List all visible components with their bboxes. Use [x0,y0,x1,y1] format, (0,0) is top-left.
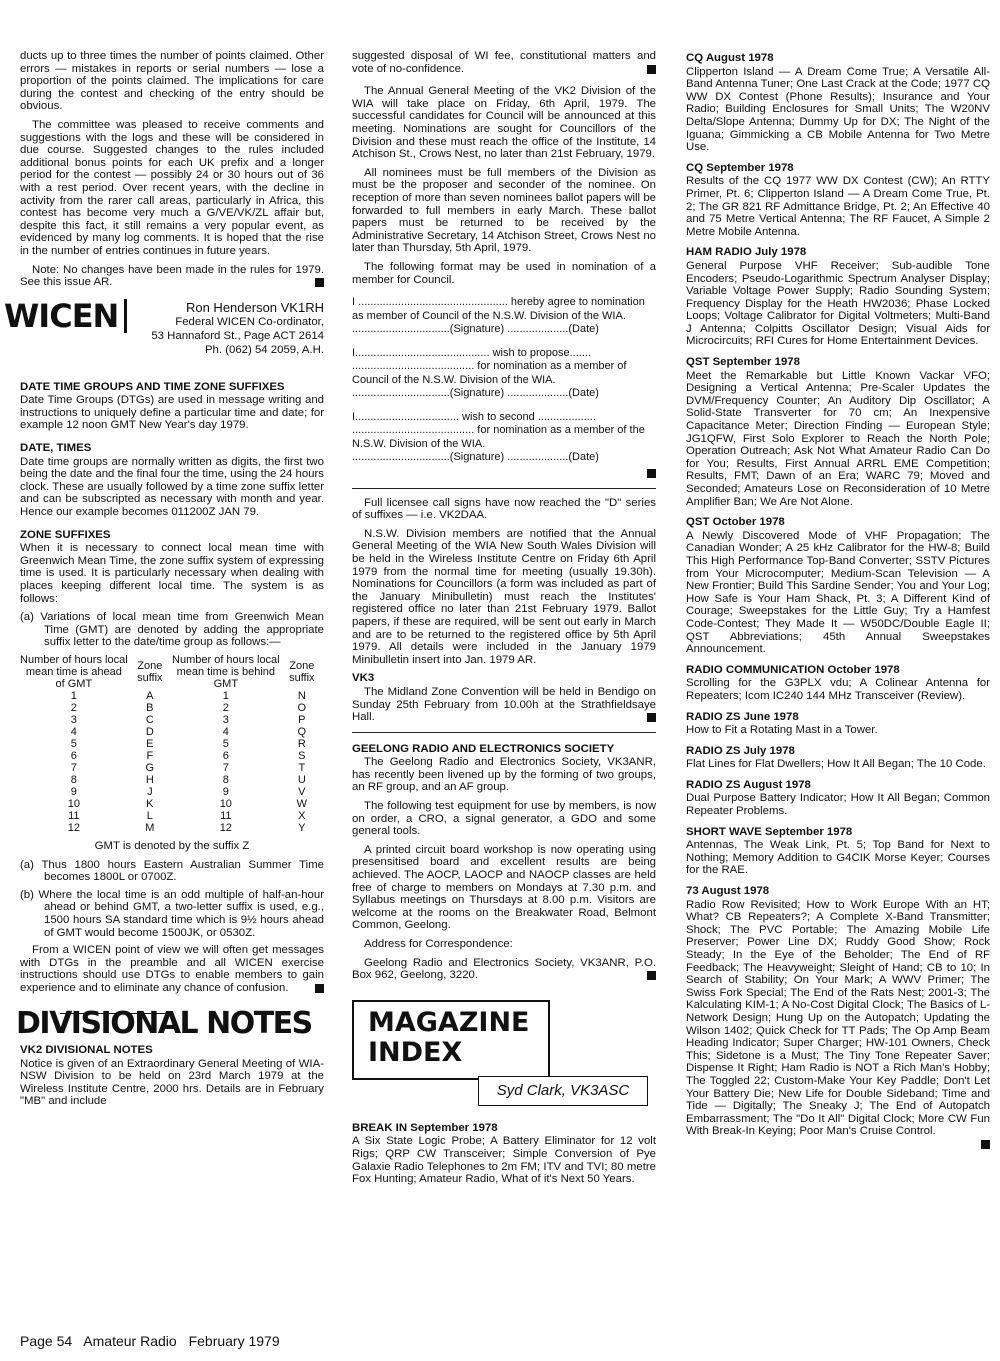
list-item-b: (b) Where the local time is an odd multiple of half-an-hour ahead or behind GMT, a two-letter suffix is used, e.g., 1500 hours SA standard time which is 9½ hours ahead of GMT would become 1500JK, or 0530Z. [20,888,324,939]
c2-paragraph-9: The following test equipment for use by members, is now on order, a CRO, a signal generator, a GDO and some general tools. [352,800,656,838]
heading-vk2: VK2 DIVISIONAL NOTES [20,1044,153,1057]
magazine-index-header [352,1000,656,1110]
table-cell: 12 [67,821,80,834]
table-cell: 7 [70,761,77,774]
table-cell: O [297,701,307,714]
paragraph-zone-suffixes: When it is necessary to connect local mean time with Greenwich Mean Time, the zone suffix system of expressing time is used. It is particularly necessary when dealing with places keeping different local time. The system is as follows: [20,542,324,605]
index-entry-contents: Radio Row Revisited; How to Work Europe With an HT; What? CB Repeaters?; A Complete X-Band Transmitter; Shock; The PVC Portable; The Amazing Mobile Life Preserver; Power Line DX; Ruddy Good Show; Rock Steady; In the Eye of the Beholder; The End of RF Feedback; The Heavyweight; Sleight of Hand; CB to 10; In Search of Stability; On Your Mark; A WWV Primer; The Swiss Fork Special; The End of the Rats Nest; 2001-3; The Kalculating KIM-1; A No-Cost Digital Clock; The Basics of L-Network Design; Hung Up on the Autopatch; Updating the Wilson 1402; Quick Check for TT Pads; The Op Amp Beam Heading Indicator; Super Charger; HW-101 Owners, Check This; Sidetone is a Must; The Tiny Tone Repeater Saver; Dispense It Right; Ham Radio is NOT a Rich Man's Hobby; The Toggled 22; Custom-Make Your Key Paddle; Don't Let Your Battery Die; New Life for Double Sideband; Time and Tide — Digitally; The Sneaky J; The End of Autopatch Embarrassment; The "Do It All" Digital Clock; More CW Fun With Break-In Keying; Poor Man's Cruise Control. [686,898,990,1138]
index-entry-heading: RADIO COMMUNICATION October 1978 [686,663,900,676]
table-row [20,774,324,786]
table-cell: A [146,689,154,702]
table-row [20,762,324,774]
list-item-a2: (a) Thus 1800 hours Eastern Australian Summer Time becomes 1800L or 0700Z. [20,858,324,884]
end-mark-icon [647,971,656,980]
table-cell: G [145,761,155,774]
table-cell: 6 [222,749,229,762]
table-cell: E [146,737,154,750]
divider [352,732,656,733]
table-cell: 3 [70,713,77,726]
c2-paragraph-2: The Annual General Meeting of the VK2 Division of the WIA will take place on Friday, 6th April, 1979. The successful candidates for Council will be announced at this meeting. Nominations are sought for Councillors of the Division and these must reach the office of the Institute, 14 Atchison St., Crows Nest, no later than 21st February, 1979. [352,85,656,161]
paragraph-dtg: Date Time Groups (DTGs) are used in message writing and instructions to uniquely define a particular time and date; for example 12 noon GMT New Year's day 1979. [20,394,324,432]
end-mark-icon [647,469,656,478]
table-cell: F [146,749,154,762]
table-row [20,786,324,798]
column-middle [352,50,656,1186]
table-cell: 10 [219,797,232,810]
table-cell: 2 [70,701,77,714]
table-cell: 12 [219,821,232,834]
index-entry-heading: HAM RADIO July 1978 [686,246,807,259]
c2-paragraph-11: Address for Correspondence: [364,938,513,950]
paragraph-vk2: Notice is given of an Extraordinary General Meeting of WIA-NSW Division to be held on 23rd March 1979 at the Wireless Institute Centre, 2000 hrs. Details are in February "MB" and include [20,1057,324,1108]
index-entry-contents: Antennas, The Weak Link, Pt. 5; Top Band for Next to Nothing; Memory Addition to G4CIK Morse Keyer; Courses for the RAE. [686,839,990,877]
index-entry-heading: RADIO ZS August 1978 [686,778,811,791]
wicen-phone: Ph. (062) 54 2059, A.H. [204,343,324,356]
page-footer [20,1333,288,1349]
title-line-2: INDEX [368,1036,463,1068]
gmt-note: GMT is denoted by the suffix Z [94,839,250,852]
end-mark-icon [981,1140,990,1149]
heading-date-times: DATE, TIMES [20,442,92,455]
index-entry-contents: Results of the CQ 1977 WW DX Contest (CW); An RTTY Primer, Pt. 6; Clipperton Island — A Dream Come True, Pt. 2; The GR 821 RF Admittance Bridge, Pt. 2; An Effective 40 and 75 Metre Vertical Antenna; The RF Faucet, A Simple 2 Metre Mobile Antenna. [686,175,990,238]
table-cell: U [297,773,306,786]
index-entry-heading: CQ September 1978 [686,161,794,174]
c2-paragraph-12: Geelong Radio and Electronics Society, VK3ANR, P.O. Box 962, Geelong, 3220. [352,956,656,982]
intro-paragraph-1: ducts up to three times the number of points claimed. Other errors — mistakes in reports or serial numbers — lose a proportion of the points claimed. The implications for care during the contest and checking of the entry should be obvious. [20,50,324,113]
table-cell: 6 [70,749,77,762]
nomination-form-2 [352,347,656,401]
index-entry-heading: QST October 1978 [686,516,785,529]
table-cell: C [145,713,154,726]
index-entry-contents: How to Fit a Rotating Mast in a Tower. [686,724,878,737]
column-right [686,52,990,1149]
table-row [20,810,324,822]
c2-paragraph-8: The Geelong Radio and Electronics Society, VK3ANR, has recently been livened up by the forming of two groups, an RF group, and an AF group. [352,756,656,794]
table-cell: Q [297,725,307,738]
index-entry-contents: A Newly Discovered Mode of VHF Propagation; The Canadian Wonder; A 25 kHz Calibrator for the HW-8; Build This High Performance Top-Band Converter; SSTV Pictures from Your Microcomputer; Medium-Scan Television — A New Frontier; Build This Sardine Sender; You and Your Log; How Safe is Your Ham Shack, Pt. 3; A Different Kind of Courage; Sweepstakes for the Little Guy; Try a Hamfest Code-Contest; They Made It — W50DC/Double Eagle II; QST Abbreviations; 45th Annual Sweepstakes Announcement. [686,529,990,656]
table-row [20,750,324,762]
table-cell: 8 [70,773,77,786]
table-cell: 1 [222,689,229,702]
table-cell: 11 [220,809,232,822]
index-entry-heading: CQ August 1978 [686,52,774,64]
table-cell: 10 [67,797,80,810]
table-cell: 1 [70,689,77,702]
column-left [4,50,324,1114]
table-header-behind: Number of hours local mean time is behind GMT [172,653,280,690]
wicen-name: Ron Henderson VK1RH [185,299,324,315]
nomination-form-1 [352,296,656,337]
c2-paragraph-1: suggested disposal of WI fee, constitutional matters and vote of no-confidence. [352,50,656,75]
table-header-suffix-b: Zone suffix [289,659,315,684]
divider [352,488,656,489]
table-row [20,714,324,726]
form-text: I ................................................. hereby agree to nomination as member of Council of the N.S.W. Division of the WIA. [352,296,645,322]
table-row [20,822,324,834]
magazine-name: Amateur Radio [83,1333,177,1349]
paragraph-wicen: From a WICEN point of view we will often get messages with DTGs in the preamble and all WICEN exercise instructions should use DTGs to enable members to gain experience and to eliminate any chance of confusion. [20,944,324,994]
index-entry-contents: Scrolling for the G3PLX vdu; A Colinear Antenna for Repeaters; Icom IC240 144 MHz Transceiver (Review). [686,677,990,702]
table-cell: X [298,809,306,822]
table-cell: 5 [70,737,77,750]
break-in-contents: A Six State Logic Probe; A Battery Eliminator for 12 volt Rigs; QRP CW Transceiver; Simple Conversion of Pye Galaxie Radio Telephones to 2m FM; ITV and TVI; 80 metre Fox Hunting; Amateur Radio, What of it's Next 50 Years. [352,1135,656,1186]
table-row [20,690,324,702]
title-line-1: MAGAZINE [368,1006,530,1038]
end-mark-icon [315,984,324,993]
heading-zone-suffixes: ZONE SUFFIXES [20,528,111,541]
heading-vk3: VK3 [352,672,375,685]
issue-date: February 1979 [188,1333,280,1349]
table-cell: P [298,713,306,726]
table-cell: K [146,797,154,810]
wicen-role: Federal WICEN Co-ordinator, [175,315,324,328]
table-row [20,726,324,738]
c2-paragraph-6: N.S.W. Division members are notified that the Annual General Meeting of the WIA New South Wales Division will be held in the Wireless Institute Centre on Friday 6th April 1979 from the normal time for meeting (usually 19.30h). Nominations for Councillors (a form was included as part of the January Minibulletin) must reach the Institutes' registered office no later than 21st February 1979. Ballot papers, if these are required, will be sent out early in March and are to be returned to the registered office by 5th April 1979. All details were included in the January 1979 Minibulletin insert into Jan. 1979 AR. [352,527,656,666]
table-cell: 9 [222,785,229,798]
nomination-form-3 [352,411,656,478]
table-cell: D [145,725,154,738]
table-cell: 4 [222,725,229,738]
table-row [20,798,324,810]
magazine-index-title [352,1000,550,1080]
form-signature-line: ................................(Signature) ....................(Date) [352,323,599,336]
index-entry-contents: Meet the Remarkable but Little Known Vackar VFO; Designing a Vertical Antenna; Pre-Scaler Updates the DVM/Frequency Counter; An Auditory Dip Oscillator; A Solid-State Transverter for 70 cm; An Inexpensive Capacitance Meter; Direction Finding — European Style; JG1QFW, First Solo Explorer to Reach the North Pole; Operation Outreach; Ask Not What Amateur Radio Can Do for You; Results, First Annual ARRL EME Competition; Results, FMT; Dawn of an Era; WARC 79; Moved and Seconded; Amateurs Lose on Reconsideration of 10 Metre Amplifier Ban; We Are Not Alone. [686,369,990,508]
index-entry-heading: RADIO ZS July 1978 [686,744,795,757]
table-cell: V [298,785,306,798]
table-header-ahead: Number of hours local mean time is ahead of GMT [20,653,128,690]
form-signature-line: ................................(Signature) ....................(Date) [352,451,656,478]
form-text: I............................................ wish to propose....... ........................................ for nomination as a member of Council of the N.S.W. Division of the WIA. [352,346,627,386]
divisional-notes-title: DIVISIONAL NOTES [16,1005,312,1041]
index-entry-contents: General Purpose VHF Receiver; Sub-audible Tone Encoders; Pseudo-Logarithmic Spectrum Analyser Display; Variable Voltage Power Supply; Radio Sounding System; Frequency Display for the Heath HW2036; Phase Locked Loops; Voltage Calibrator for Digital Voltmeters; Multi-Band J Antenna; Colpitts Oscillator Design; Visual Aids for Microcircuits; RFI Cures for Home Entertainment Devices. [686,259,990,348]
table-cell: R [297,737,306,750]
table-cell: N [297,689,306,702]
c2-paragraph-4: The following format may be used in nomination of a member for Council. [352,260,656,286]
table-cell: Y [298,821,306,834]
c2-paragraph-7: The Midland Zone Convention will be held in Bendigo on Sunday 25th February from 10.00h at the Strathfieldsaye Hall. [352,685,656,724]
paragraph-date-times: Date time groups are normally written as digits, the first two being the date and the final four the time, using the 24 hours clock. These are usually followed by a time zone suffix letter and can be subscripted as necessary with month and year. Hence our example becomes 011200Z JAN 79. [20,455,324,519]
intro-paragraph-2: The committee was pleased to receive comments and suggestions with the logs and these will be considered in due course. Suggested changes to the rules included additional bonus points for each UK prefix and a longer period for the contest — possibly 24 or 30 hours out of 36 with a rest period. Over recent years, with the decline in activity from the rarer call areas, particularly in Africa, this contest has become very much a G/VE/VK/ZL affair but, despite this fact, it still remains a very popular event, as evidenced by many log comments. It is hoped that the rise in the number of entries continues in future years. [20,118,324,257]
c2-paragraph-10: A printed circuit board workshop is now operating using presensitised board and excellent results are being achieved. The AOCP, LAOCP and NAOCP classes are held free of charge to members on Mondays at 7.30 p.m. and Syllabus meetings on Thursdays at 8.00 p.m. Visitors are welcome at the rooms on the Breakwater Road, Belmont Common, Geelong. [352,843,656,932]
table-cell: T [298,761,306,774]
table-header-suffix-a: Zone suffix [137,659,163,684]
list-item-a: (a) Variations of local mean time from Greenwich Mean Time (GMT) are denoted by adding the appropriate suffix letter to the date/time group as follows:— [20,611,324,649]
index-entry-contents: Clipperton Island — A Dream Come True; A Versatile All-Band Antenna Tuner; One Last Crack at the Code; 1977 CQ WW DX Contest (Phone Results); Insurance and Your Radio; Building Enclosures for Small Units; The W20NV Delta/Slope Antenna; Dummy Up for DX; The Night of the Iguana; Gimmicking a CB Mobile Antenna for Two Metre Use. [686,65,990,154]
zone-suffix-table [20,654,324,834]
end-mark-icon [315,278,324,287]
end-mark-icon [647,713,656,722]
table-cell: 8 [222,773,229,786]
wicen-logo: WICEN [4,299,127,333]
table-row [20,702,324,714]
wicen-contact [136,301,324,357]
form-text: I.................................. wish to second ................... ........................................ for nomination as a member of the N.S.W. Division of the WIA. [352,410,645,450]
table-cell: 5 [222,737,229,750]
table-cell: 4 [70,725,77,738]
index-entry-contents: Dual Purpose Battery Indicator; How It All Began; Common Repeater Problems. [686,792,990,818]
table-cell: H [145,773,154,786]
magazine-index-list [686,52,990,1138]
table-cell: M [145,821,155,834]
table-row [20,738,324,750]
c2-paragraph-3: All nominees must be full members of the Division as must be the proposer and seconder of the nominee. On reception of more than seven nominees ballot papers will be forwarded to full members in early March. These ballot papers must be returned to be received by the Administrative Secretary, 14 Atchison Street, Crows Nest no later than Thursday, 5th April, 1979. [352,166,656,255]
index-entry-heading: 73 August 1978 [686,885,770,898]
page-number: Page 54 [20,1333,73,1349]
end-mark-icon [647,65,656,74]
table-cell: L [146,809,153,822]
table-cell: J [147,785,153,798]
table-cell: 9 [70,785,77,798]
form-signature-line: ................................(Signature) ....................(Date) [352,387,599,400]
table-cell: 11 [68,809,80,822]
intro-paragraph-3: Note: No changes have been made in the rules for 1979. See this issue AR. [20,263,324,289]
index-entry-contents: Flat Lines for Flat Dwellers; How It All Began; The 10 Code. [686,758,986,771]
c2-paragraph-5: Full licensee call signs have now reached the "D" series of suffixes — i.e. VK2DAA. [352,496,656,522]
table-cell: 2 [222,701,229,714]
heading-geelong: GEELONG RADIO AND ELECTRONICS SOCIETY [352,742,615,755]
wicen-header [4,296,324,365]
wicen-address: 53 Hannaford St., Page ACT 2614 [151,329,324,342]
index-entry-heading: QST September 1978 [686,356,800,369]
table-cell: W [296,797,308,810]
table-cell: 3 [222,713,229,726]
index-entry-heading: SHORT WAVE September 1978 [686,825,853,838]
index-entry-heading: RADIO ZS June 1978 [686,710,799,723]
magazine-index-author: Syd Clark, VK3ASC [478,1076,648,1106]
table-cell: 7 [222,761,229,774]
heading-break-in: BREAK IN September 1978 [352,1121,498,1134]
heading-dtg: DATE TIME GROUPS AND TIME ZONE SUFFIXES [20,380,285,393]
table-cell: S [298,749,306,762]
table-cell: B [146,701,154,714]
